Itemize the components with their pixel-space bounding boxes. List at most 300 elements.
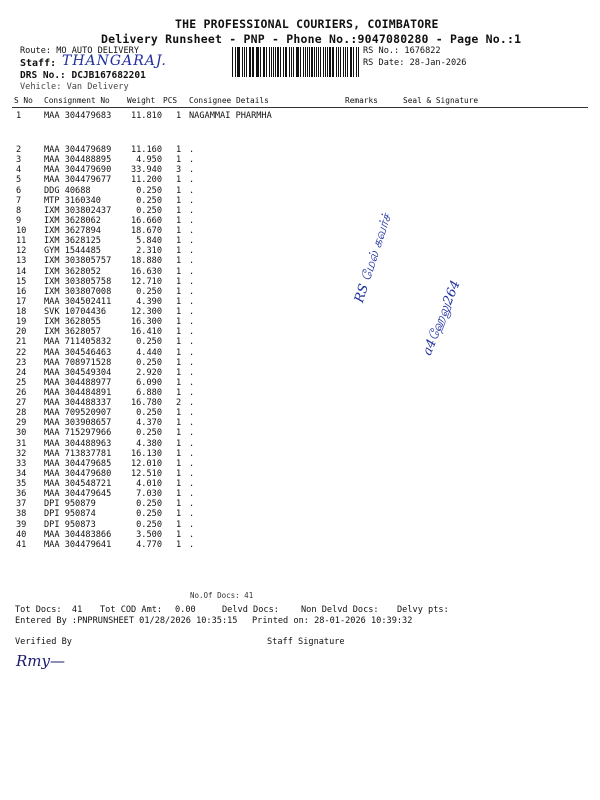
- row-pcs: 1: [176, 276, 182, 287]
- row-pcs: 1: [176, 479, 182, 490]
- barcode-bar: [280, 47, 281, 77]
- row-pcs: 1: [176, 215, 182, 226]
- row-consignee: .: [189, 468, 195, 479]
- row-consignment: DDG 40688: [44, 185, 91, 196]
- row-consignee: .: [189, 175, 195, 186]
- row-consignment: MAA 304479645: [44, 489, 112, 500]
- row-sno: 29: [16, 418, 27, 429]
- barcode-bar: [323, 47, 324, 77]
- barcode-bar: [340, 47, 342, 77]
- row-sno: 24: [16, 367, 27, 378]
- barcode-bar: [309, 47, 310, 77]
- handwritten-note-line1: RS மேல் கவர்ச்: [352, 212, 395, 305]
- non-delvd-docs: Non Delvd Docs:: [301, 605, 379, 615]
- table-row: [0, 297, 600, 307]
- row-pcs: 1: [176, 438, 182, 449]
- row-consignment: MAA 304479689: [44, 145, 112, 156]
- barcode-bar: [249, 47, 250, 77]
- row-weight: 16.130: [130, 448, 162, 459]
- row-sno: 9: [16, 215, 22, 226]
- row-weight: 12.710: [130, 276, 162, 287]
- col-consignment: Consignment No: [44, 96, 110, 105]
- barcode-bar: [273, 47, 274, 77]
- row-consignee: .: [189, 448, 195, 459]
- barcode-bar: [285, 47, 286, 77]
- row-consignee: .: [189, 398, 195, 409]
- barcode-bar: [311, 47, 312, 77]
- row-sno: 23: [16, 357, 27, 368]
- barcode-bar: [266, 47, 267, 77]
- barcode-bar: [269, 47, 270, 77]
- row-pcs: 1: [176, 307, 182, 318]
- row-weight: 6.880: [136, 388, 162, 398]
- row-sno: 12: [16, 246, 27, 257]
- row-pcs: 1: [176, 337, 182, 348]
- row-weight: 6.090: [136, 377, 162, 388]
- barcode-bar: [329, 47, 330, 77]
- handwritten-note-line2: a4ஹேலு264: [420, 278, 464, 358]
- row-pcs: 1: [176, 388, 182, 398]
- row-pcs: 1: [176, 296, 182, 307]
- row-weight: 11.200: [130, 175, 162, 186]
- row-sno: 30: [16, 428, 27, 439]
- row-consignee: .: [189, 236, 195, 247]
- row-pcs: 1: [176, 499, 182, 510]
- row-consignee: .: [189, 408, 195, 419]
- staff-label: Staff:: [20, 58, 57, 69]
- col-consignee: Consignee Details: [189, 96, 269, 105]
- row-weight: 16.630: [130, 266, 162, 277]
- col-sno: S No: [14, 96, 33, 105]
- row-pcs: 1: [176, 111, 182, 121]
- row-pcs: 1: [176, 539, 182, 550]
- row-weight: 5.840: [136, 236, 162, 247]
- row-weight: 7.030: [136, 489, 162, 500]
- row-pcs: 3: [176, 165, 182, 176]
- row-consignee: .: [189, 367, 195, 378]
- barcode-bar: [351, 47, 352, 77]
- row-consignment: MAA 304488977: [44, 377, 112, 388]
- row-consignment: MAA 304479680: [44, 468, 112, 479]
- row-pcs: 1: [176, 448, 182, 459]
- row-pcs: 1: [176, 357, 182, 368]
- row-pcs: 1: [176, 185, 182, 196]
- row-sno: 11: [16, 236, 27, 247]
- row-pcs: 1: [176, 236, 182, 247]
- row-consignee: .: [189, 337, 195, 348]
- row-consignment: MAA 304548721: [44, 479, 112, 490]
- row-consignee: .: [189, 266, 195, 277]
- row-pcs: 2: [176, 398, 182, 409]
- barcode-bar: [271, 47, 272, 77]
- barcode-bar: [244, 47, 245, 77]
- row-pcs: 1: [176, 155, 182, 166]
- row-consignee: .: [189, 286, 195, 297]
- table-row: [0, 186, 600, 196]
- row-consignee: .: [189, 155, 195, 166]
- row-consignment: MAA 304479677: [44, 175, 112, 186]
- table-row: [0, 499, 600, 509]
- row-consignment: MAA 304479685: [44, 458, 112, 469]
- row-consignment: MAA 304549304: [44, 367, 112, 378]
- table-row: [0, 246, 600, 256]
- row-consignment: IXM 3628125: [44, 236, 101, 247]
- row-pcs: 1: [176, 428, 182, 439]
- row-consignee: .: [189, 165, 195, 176]
- row-sno: 19: [16, 317, 27, 328]
- barcode-bar: [289, 47, 290, 77]
- row-pcs: 1: [176, 256, 182, 267]
- row-weight: 18.880: [130, 256, 162, 267]
- row-sno: 1: [16, 111, 22, 121]
- row-consignee: .: [189, 418, 195, 429]
- table-row: [0, 337, 600, 347]
- row-consignee: .: [189, 388, 195, 398]
- row-weight: 0.250: [136, 357, 162, 368]
- row-consignment: IXM 3628055: [44, 317, 101, 328]
- barcode-bar: [333, 47, 334, 77]
- tot-cod-label: Tot COD Amt:: [100, 605, 163, 615]
- row-pcs: 1: [176, 246, 182, 257]
- row-consignee: .: [189, 145, 195, 156]
- barcode-bar: [235, 47, 236, 77]
- row-consignee: NAGAMMAI PHARMHA: [189, 111, 272, 121]
- delvd-docs: Delvd Docs:: [222, 605, 279, 615]
- row-sno: 6: [16, 185, 22, 196]
- row-consignee: .: [189, 195, 195, 206]
- row-weight: 16.780: [130, 398, 162, 409]
- table-row: [0, 358, 600, 368]
- table-row: [0, 287, 600, 297]
- row-consignee: .: [189, 256, 195, 267]
- barcode-bar: [358, 47, 359, 77]
- row-weight: 12.010: [130, 458, 162, 469]
- row-consignee: .: [189, 357, 195, 368]
- row-consignment: MAA 303908657: [44, 418, 112, 429]
- tot-docs: Tot Docs: 41: [15, 605, 83, 615]
- table-row: [0, 459, 600, 469]
- row-weight: 0.250: [136, 428, 162, 439]
- row-weight: 0.250: [136, 408, 162, 419]
- row-sno: 32: [16, 448, 27, 459]
- barcode-bar: [336, 47, 337, 77]
- row-consignment: IXM 303807008: [44, 286, 112, 297]
- table-row: [0, 206, 600, 216]
- row-consignment: MAA 304488337: [44, 398, 112, 409]
- table-row: [0, 267, 600, 277]
- row-consignee: .: [189, 317, 195, 328]
- row-pcs: 1: [176, 327, 182, 338]
- row-pcs: 1: [176, 175, 182, 186]
- row-consignment: IXM 303802437: [44, 205, 112, 216]
- table-row: [0, 277, 600, 287]
- row-consignee: .: [189, 458, 195, 469]
- row-weight: 4.010: [136, 479, 162, 490]
- barcode-bar: [307, 47, 308, 77]
- row-consignee: .: [189, 347, 195, 358]
- row-sno: 17: [16, 296, 27, 307]
- row-consignee: .: [189, 276, 195, 287]
- row-consignment: MAA 709520907: [44, 408, 112, 419]
- row-consignment: IXM 303805757: [44, 256, 112, 267]
- barcode-bar: [350, 47, 351, 77]
- row-sno: 8: [16, 205, 22, 216]
- row-pcs: 1: [176, 519, 182, 530]
- barcode-bar: [293, 47, 294, 77]
- row-weight: 0.250: [136, 337, 162, 348]
- row-consignment: IXM 3627894: [44, 226, 101, 237]
- row-sno: 31: [16, 438, 27, 449]
- row-weight: 16.660: [130, 215, 162, 226]
- row-consignee: .: [189, 489, 195, 500]
- barcode-bar: [318, 47, 320, 77]
- table-row: [0, 317, 600, 327]
- row-sno: 25: [16, 377, 27, 388]
- row-sno: 13: [16, 256, 27, 267]
- row-weight: 4.370: [136, 418, 162, 429]
- row-consignee: .: [189, 438, 195, 449]
- row-consignee: .: [189, 519, 195, 530]
- table-row: [0, 408, 600, 418]
- row-pcs: 1: [176, 458, 182, 469]
- barcode-bar: [257, 47, 259, 77]
- row-weight: 2.310: [136, 246, 162, 257]
- barcode-bar: [232, 47, 233, 77]
- table-row: [0, 479, 600, 489]
- staff-signature: Staff Signature: [267, 637, 345, 647]
- row-consignment: DPI 950879: [44, 499, 96, 510]
- row-consignment: MAA 304488895: [44, 155, 112, 166]
- row-weight: 0.250: [136, 509, 162, 520]
- row-consignee: .: [189, 529, 195, 540]
- barcode-bar: [356, 47, 357, 77]
- table-row: [0, 418, 600, 428]
- vehicle-label: Vehicle: Van Delivery: [20, 82, 129, 92]
- col-pcs: PCS: [163, 96, 178, 105]
- col-weight: Weight: [127, 96, 156, 105]
- row-sno: 38: [16, 509, 27, 520]
- row-pcs: 1: [176, 145, 182, 156]
- barcode-bar: [303, 47, 304, 77]
- row-weight: 3.500: [136, 529, 162, 540]
- row-consignment: MAA 304488963: [44, 438, 112, 449]
- barcode-bar: [332, 47, 333, 77]
- row-pcs: 1: [176, 195, 182, 206]
- row-consignee: .: [189, 327, 195, 338]
- table-row: [0, 226, 600, 236]
- table-row: [0, 489, 600, 499]
- row-sno: 36: [16, 489, 27, 500]
- row-pcs: 1: [176, 205, 182, 216]
- row-sno: 35: [16, 479, 27, 490]
- row-weight: 4.390: [136, 296, 162, 307]
- row-consignment: GYM 1544485: [44, 246, 101, 257]
- row-consignment: SVK 10704436: [44, 307, 107, 318]
- barcode-bar: [327, 47, 328, 77]
- row-weight: 4.950: [136, 155, 162, 166]
- row-pcs: 1: [176, 286, 182, 297]
- barcode-bar: [291, 47, 292, 77]
- barcode-bar: [252, 47, 253, 77]
- row-weight: 0.250: [136, 286, 162, 297]
- table-row: [0, 388, 600, 398]
- row-weight: 2.920: [136, 367, 162, 378]
- verified-by: Verified By: [15, 637, 72, 647]
- table-row: [0, 236, 600, 246]
- row-consignee: .: [189, 185, 195, 196]
- table-row: [0, 145, 600, 155]
- no-of-docs: No.Of Docs: 41: [190, 591, 254, 600]
- row-sno: 5: [16, 175, 22, 186]
- row-weight: 0.250: [136, 185, 162, 196]
- company-title: THE PROFESSIONAL COURIERS, COIMBATORE: [175, 17, 439, 31]
- barcode-bar: [264, 47, 265, 77]
- row-sno: 22: [16, 347, 27, 358]
- row-pcs: 1: [176, 317, 182, 328]
- row-consignee: .: [189, 205, 195, 216]
- runsheet-subtitle: Delivery Runsheet - PNP - Phone No.:9047080280 - Page No.:1: [101, 32, 522, 46]
- row-weight: 12.300: [130, 307, 162, 318]
- barcode-bar: [314, 47, 315, 77]
- barcode-bar: [347, 47, 348, 77]
- table-row: [0, 307, 600, 317]
- col-seal: Seal & Signature: [403, 96, 479, 105]
- row-sno: 39: [16, 519, 27, 530]
- table-row: [0, 530, 600, 540]
- row-consignment: IXM 303805758: [44, 276, 112, 287]
- row-pcs: 1: [176, 347, 182, 358]
- barcode-bar: [300, 47, 301, 77]
- row-consignment: MAA 304479683: [44, 111, 112, 121]
- row-pcs: 1: [176, 509, 182, 520]
- row-consignee: .: [189, 226, 195, 237]
- row-weight: 33.940: [130, 165, 162, 176]
- barcode-bar: [296, 47, 297, 77]
- printed-on: Printed on: 28-01-2026 10:39:32: [252, 616, 413, 626]
- row-consignment: IXM 3628057: [44, 327, 101, 338]
- row-weight: 0.250: [136, 205, 162, 216]
- row-consignee: .: [189, 377, 195, 388]
- barcode-bar: [246, 47, 247, 77]
- row-sno: 26: [16, 388, 27, 398]
- barcode-bar: [242, 47, 244, 77]
- row-pcs: 1: [176, 529, 182, 540]
- table-row: [0, 348, 600, 358]
- row-consignment: MAA 304546463: [44, 347, 112, 358]
- row-sno: 14: [16, 266, 27, 277]
- row-weight: 11.160: [130, 145, 162, 156]
- table-row: [0, 509, 600, 519]
- table-row: [0, 196, 600, 206]
- row-sno: 10: [16, 226, 27, 237]
- barcode-bar: [238, 47, 239, 77]
- row-pcs: 1: [176, 226, 182, 237]
- table-row: [0, 155, 600, 165]
- barcode-bar: [250, 47, 251, 77]
- delvy-pts: Delvy pts:: [397, 605, 449, 615]
- table-row: [0, 111, 600, 121]
- table-row: [0, 439, 600, 449]
- row-sno: 41: [16, 539, 27, 550]
- tot-cod-amount: 0.00: [175, 605, 196, 615]
- row-weight: 4.770: [136, 539, 162, 550]
- row-weight: 12.510: [130, 468, 162, 479]
- row-weight: 4.440: [136, 347, 162, 358]
- row-consignee: .: [189, 296, 195, 307]
- row-pcs: 1: [176, 266, 182, 277]
- table-row: [0, 256, 600, 266]
- row-pcs: 1: [176, 468, 182, 479]
- row-consignment: MAA 304479690: [44, 165, 112, 176]
- row-consignment: DPI 950873: [44, 519, 96, 530]
- row-consignment: MAA 304484891: [44, 388, 112, 398]
- row-pcs: 1: [176, 367, 182, 378]
- barcode-bar: [343, 47, 344, 77]
- staff-name-handwritten: THANGARAJ.: [62, 53, 167, 69]
- route-label: Route: MO AUTO DELIVERY: [20, 46, 139, 56]
- row-pcs: 1: [176, 377, 182, 388]
- row-sno: 33: [16, 458, 27, 469]
- barcode-bar: [353, 47, 354, 77]
- barcode-bar: [260, 47, 261, 77]
- row-consignee: .: [189, 246, 195, 257]
- row-sno: 34: [16, 468, 27, 479]
- row-consignment: MTP 3160340: [44, 195, 101, 206]
- row-consignment: DPI 950874: [44, 509, 96, 520]
- table-row: [0, 398, 600, 408]
- table-row: [0, 428, 600, 438]
- row-pcs: 1: [176, 489, 182, 500]
- entered-by: Entered By :PNPRUNSHEET 01/28/2026 10:35:15: [15, 616, 238, 626]
- row-sno: 18: [16, 307, 27, 318]
- row-weight: 0.250: [136, 195, 162, 206]
- rs-date: RS Date: 28-Jan-2026: [363, 58, 467, 68]
- rs-number: RS No.: 1676822: [363, 46, 441, 56]
- barcode-bar: [286, 47, 287, 77]
- table-row: [0, 368, 600, 378]
- row-weight: 18.670: [130, 226, 162, 237]
- row-weight: 4.380: [136, 438, 162, 449]
- barcode-bar: [325, 47, 326, 77]
- table-row: [0, 378, 600, 388]
- row-weight: 11.810: [130, 111, 162, 121]
- drs-number: DRS No.: DCJB167682201: [20, 70, 146, 81]
- barcode-bar: [277, 47, 279, 77]
- barcode-bar: [305, 47, 306, 77]
- row-consignee: .: [189, 509, 195, 520]
- row-sno: 7: [16, 195, 22, 206]
- row-sno: 4: [16, 165, 22, 176]
- row-weight: 16.300: [130, 317, 162, 328]
- table-row: [0, 520, 600, 530]
- table-row: [0, 540, 600, 550]
- col-remarks: Remarks: [345, 96, 378, 105]
- table-row: [0, 449, 600, 459]
- barcode-bar: [297, 47, 299, 77]
- barcode: [232, 47, 360, 77]
- row-sno: 16: [16, 286, 27, 297]
- barcode-bar: [320, 47, 321, 77]
- barcode-bar: [256, 47, 257, 77]
- table-row: [0, 216, 600, 226]
- row-weight: 16.410: [130, 327, 162, 338]
- row-sno: 28: [16, 408, 27, 419]
- barcode-bar: [316, 47, 317, 77]
- row-consignment: MAA 304502411: [44, 296, 112, 307]
- row-pcs: 1: [176, 418, 182, 429]
- row-weight: 0.250: [136, 519, 162, 530]
- row-sno: 37: [16, 499, 27, 510]
